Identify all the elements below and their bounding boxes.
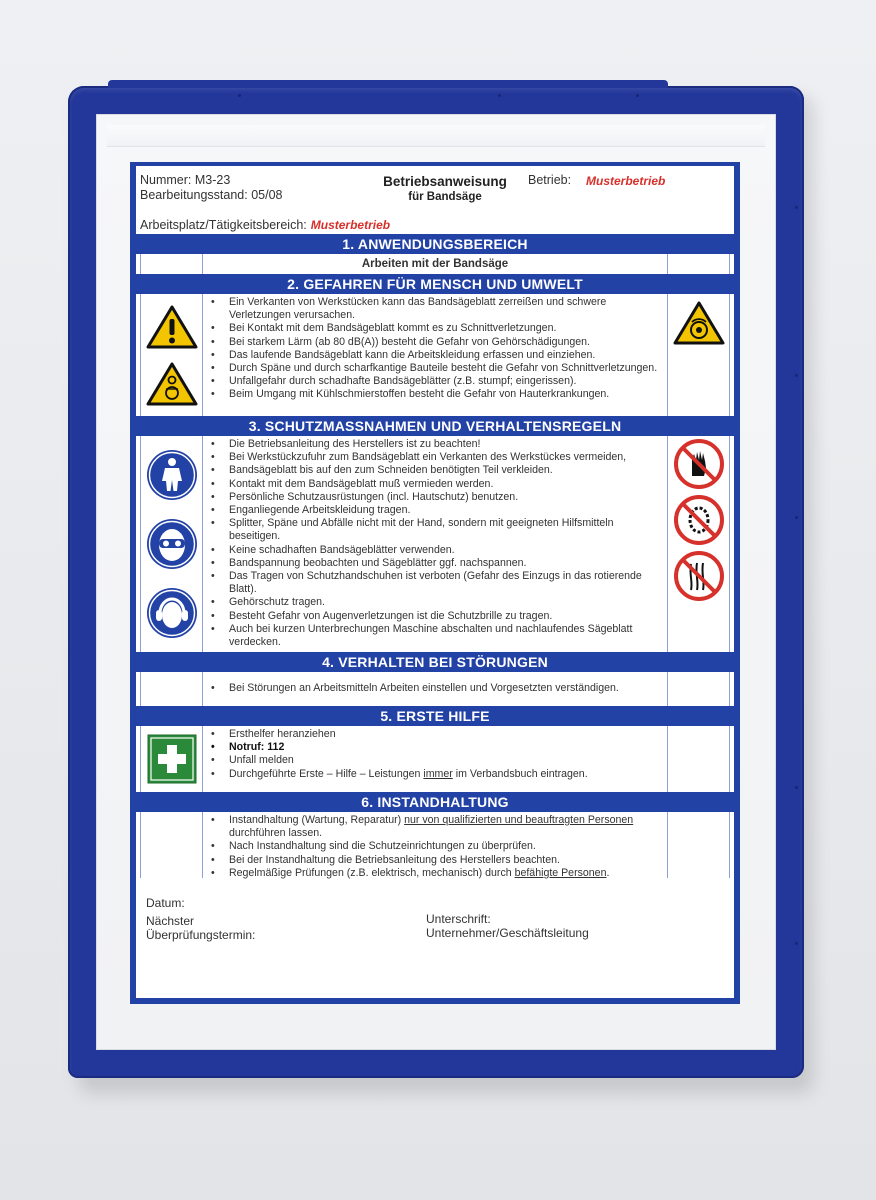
list-item: • Persönliche Schutzausrüstungen (incl. Hautschutz) benutzen. (207, 491, 663, 504)
list-item: • Bandspannung beobachten und Sägeblätter ggf. nachspannen. (207, 557, 663, 570)
text-segment: . (606, 866, 610, 879)
frame-notch (795, 374, 798, 377)
section-5-right-cell (667, 726, 729, 792)
list-item (207, 768, 663, 781)
frame-notch (795, 786, 798, 789)
list-item: • Kontakt mit dem Bandsägeblatt muß vermieden werden. (207, 478, 663, 491)
section-2-heading: 2. GEFAHREN FÜR MENSCH UND UMWELT (136, 274, 734, 294)
list-item: • Bandsägeblatt bis auf den zum Schneiden benötigten Teil verkleiden. (207, 464, 663, 477)
text-segment: Durchgeführte Erste – Hilfe – Leistungen (229, 767, 424, 780)
review-date-label: Überprüfungstermin: (146, 928, 256, 942)
text-segment: durchführen lassen. (229, 827, 323, 840)
list-item (207, 814, 663, 840)
list-item: • Ersthelfer heranziehen (207, 728, 663, 741)
section-3-row (140, 436, 730, 652)
section-4-left-cell (141, 672, 203, 706)
general-warning-icon (146, 304, 198, 350)
no-gloves-icon (673, 438, 725, 490)
date-label: Datum: (146, 896, 185, 910)
text-segment-underlined: immer (423, 767, 453, 780)
section-4-right-cell (667, 672, 729, 706)
frame-notch (795, 942, 798, 945)
list-item: • Nach Instandhaltung sind die Schutzeinrichtungen zu überprüfen. (207, 840, 663, 853)
section-3-content (203, 436, 667, 652)
text-segment: im Verbandsbuch eintragen. (452, 767, 588, 780)
section-3-heading: 3. SCHUTZMASSNAHMEN UND VERHALTENSREGELN (136, 416, 734, 436)
workplace-line (140, 218, 390, 232)
list-item: • Ein Verkanten von Werkstücken kann das Bandsägeblatt zerreißen und schwere Verletzungen verursachen. (207, 296, 663, 322)
list-item: • Bei Kontakt mit dem Bandsägeblatt kommt es zu Schnittverletzungen. (207, 322, 663, 335)
section-3-pictograms-left (141, 436, 203, 652)
frame-notch (795, 516, 798, 519)
sheet-inner (136, 166, 734, 998)
frame-notch (498, 94, 501, 97)
section-1-content (203, 254, 667, 274)
no-jewelry-icon (673, 494, 725, 546)
company-label: Betrieb: (528, 173, 572, 187)
list-item: • Besteht Gefahr von Augenverletzungen ist die Schutzbrille zu tragen. (207, 610, 663, 623)
instruction-sheet (130, 162, 740, 1004)
section-5-row (140, 726, 730, 792)
list-item: • Bei starkem Lärm (ab 80 dB(A)) besteht die Gefahr von Gehörschädigungen. (207, 336, 663, 349)
section-5-left-cell (141, 726, 203, 792)
workplace-label: Arbeitsplatz/Tätigkeitsbereich: (140, 218, 307, 232)
frame-top-tab (108, 80, 668, 88)
text-segment: Regelmäßige Prüfungen (z.B. elektrisch, mechanisch) durch (229, 866, 515, 879)
section-2-pictograms-left (141, 294, 203, 416)
section-5-heading: 5. ERSTE HILFE (136, 706, 734, 726)
section-1-row (140, 254, 730, 274)
no-long-hair-icon (673, 550, 725, 602)
section-6-row (140, 812, 730, 878)
section-2-list (207, 296, 663, 402)
list-item: • Splitter, Späne und Abfälle nicht mit der Hand, sondern mit geeigneten Hilfsmitteln beseitigen. (207, 517, 663, 543)
text-segment-underlined: nur von qualifizierten und beauftragten Personen (404, 814, 634, 826)
list-item: • Bei Werkstückzufuhr zum Bandsägeblatt ein Verkanten des Werkstückes vermeiden, (207, 451, 663, 464)
doc-number: Nummer: M3-23 (140, 173, 231, 187)
protective-clothing-icon (146, 449, 198, 501)
doc-title: Betriebsanweisung (383, 174, 507, 189)
section-2-pictograms-right (667, 294, 729, 416)
list-item: • Enganliegende Arbeitskleidung tragen. (207, 504, 663, 517)
list-item: • Gehörschutz tragen. (207, 596, 663, 609)
section-5-list (207, 728, 663, 781)
first-aid-icon (147, 734, 197, 784)
section-2-row (140, 294, 730, 416)
section-2-content (203, 294, 667, 416)
text-segment-underlined: befähigte Personen (514, 866, 607, 879)
next-label: Nächster (146, 914, 195, 928)
list-item: • Auch bei kurzen Unterbrechungen Maschine abschalten und nachlaufendes Sägeblatt verdecken. (207, 623, 663, 649)
list-item: • Unfallgefahr durch schadhafte Bandsägeblätter (z.B. stumpf; eingerissen). (207, 375, 663, 388)
section-6-content (203, 812, 667, 878)
management-label: Unternehmer/Geschäftsleitung (426, 926, 589, 940)
entanglement-warning-icon (146, 361, 198, 407)
list-item: • Beim Umgang mit Kühlschmierstoffen besteht die Gefahr von Hauterkrankungen. (207, 388, 663, 401)
workplace-value: Musterbetrieb (310, 218, 391, 232)
section-1-text: Arbeiten mit der Bandsäge (361, 258, 509, 270)
list-item: • Bei Störungen an Arbeitsmitteln Arbeiten einstellen und Vorgesetzten verständigen. (207, 682, 663, 695)
frame-notch (238, 94, 241, 97)
section-3-list (207, 438, 663, 649)
list-item: • Die Betriebsanleitung des Herstellers ist zu beachten! (207, 438, 663, 451)
section-6-left-cell (141, 812, 203, 878)
text-segment: Instandhaltung (Wartung, Reparatur) (229, 814, 405, 826)
frame-notch (636, 94, 639, 97)
ear-protection-icon (146, 587, 198, 639)
section-5-content (203, 726, 667, 792)
sleeve-lip (107, 125, 765, 147)
section-4-row (140, 672, 730, 706)
section-1-right-cell (667, 254, 729, 274)
list-item: • Durch Späne und durch scharfkantige Bauteile besteht die Gefahr von Schnittverletzungen. (207, 362, 663, 375)
section-4-heading: 4. VERHALTEN BEI STÖRUNGEN (136, 652, 734, 672)
signature-label: Unterschrift: (426, 912, 491, 926)
section-6-right-cell (667, 812, 729, 878)
section-6-list (207, 814, 663, 880)
list-item: • Das laufende Bandsägeblatt kann die Arbeitskleidung erfassen und einziehen. (207, 349, 663, 362)
list-item: • Keine schadhaften Bandsägeblätter verwenden. (207, 544, 663, 557)
sheet-header (136, 166, 734, 234)
safety-goggles-icon (146, 518, 198, 570)
section-1-left-cell (141, 254, 203, 274)
rotating-parts-warning-icon (673, 300, 725, 346)
doc-revision: Bearbeitungsstand: 05/08 (140, 188, 283, 202)
section-1-heading: 1. ANWENDUNGSBEREICH (136, 234, 734, 254)
section-6-heading: 6. INSTANDHALTUNG (136, 792, 734, 812)
section-4-content (203, 672, 667, 706)
frame-notch (795, 206, 798, 209)
emergency-number: • Notruf: 112 (207, 741, 663, 754)
doc-subtitle: für Bandsäge (408, 191, 482, 203)
list-item: • Das Tragen von Schutzhandschuhen ist verboten (Gefahr des Einzugs in das rotierende Blatt). (207, 570, 663, 596)
signature-footer (136, 878, 734, 1006)
section-3-pictograms-right (667, 436, 729, 652)
section-4-list (207, 682, 663, 695)
list-item: • Bei der Instandhaltung die Betriebsanleitung des Herstellers beachten. (207, 854, 663, 867)
list-item: • Unfall melden (207, 754, 663, 767)
company-value: Musterbetrieb (586, 174, 666, 188)
